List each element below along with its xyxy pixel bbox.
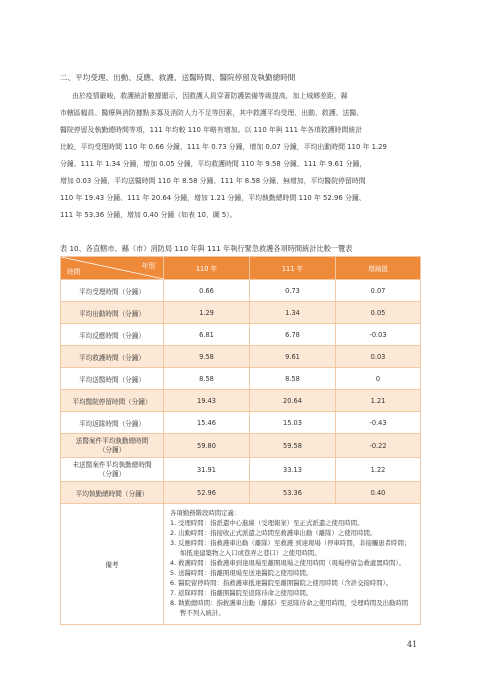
value-diff: 1.22: [336, 458, 421, 482]
body-paragraph: [60, 88, 420, 224]
value-111: 33.13: [250, 458, 336, 482]
value-diff: -0.43: [336, 412, 421, 434]
value-diff: 1.21: [336, 390, 421, 412]
value-110: 31.91: [164, 458, 250, 482]
header-110: 110 年: [164, 257, 250, 280]
row-label-line: （分鐘）: [98, 469, 126, 478]
value-110: 0.66: [164, 280, 250, 302]
section-title: 二、平均受理、出動、反應、救護、送醫時間、醫院停留及執勤總時間: [60, 73, 296, 82]
note-item: 4. 救護時間：指救護車到達現場至離開現場之使用時間（現場停留急救處置時間）。: [170, 559, 405, 567]
value-110: 19.43: [164, 390, 250, 412]
note-item: 6. 醫院留停時間：指救護車抵達醫院至離開醫院之使用時間（含診交接時間）。: [170, 579, 393, 587]
table-row: [61, 346, 421, 368]
row-label: [61, 458, 164, 482]
value-110: 6.81: [164, 324, 250, 346]
notes-label: 備考: [61, 504, 164, 625]
header-111: 111 年: [250, 257, 336, 280]
table-row: [61, 280, 421, 302]
notes-row: [61, 504, 421, 625]
value-111: 1.34: [250, 302, 336, 324]
note-item: 2. 出動時間：指接收正式派遣之時間至救護車出動（離隊）之使用時間。: [170, 529, 377, 537]
value-diff: 0.03: [336, 346, 421, 368]
row-label: 平均執勤總時間（分鐘）: [61, 482, 164, 504]
value-110: 8.58: [164, 368, 250, 390]
notes-title: 各項勤務階段時間定義：: [170, 509, 241, 517]
paragraph-line: 比較，平均受理時間 110 年 0.66 分鐘、111 年 0.73 分鐘，增加 0.07 分鐘，平均出動時間 110 年 1.29: [60, 143, 387, 151]
table-row: [61, 482, 421, 504]
row-label: 平均反應時間（分鐘）: [61, 324, 164, 346]
value-111: 59.58: [250, 434, 336, 458]
row-label: 平均救護時間（分鐘）: [61, 346, 164, 368]
header-time-label: 時間: [67, 268, 81, 276]
value-diff: 0: [336, 368, 421, 390]
value-111: 53.36: [250, 482, 336, 504]
table-row: [61, 368, 421, 390]
paragraph-line: 增加 0.03 分鐘，平均送醫時間 110 年 8.58 分鐘、111 年 8.58 分鐘，無增加，平均醫院停留時間: [60, 177, 366, 185]
value-110: 9.58: [164, 346, 250, 368]
table-row: [61, 302, 421, 324]
note-item: 1. 受理時間：指派遣中心進線（受理報案）至正式派遣之使用時間。: [170, 519, 364, 527]
row-label: 平均返隊時間（分鐘）: [61, 412, 164, 434]
page-number: 41: [407, 640, 418, 649]
row-label-line: 未送醫案件平均執勤總時間: [72, 460, 152, 469]
value-111: 6.78: [250, 324, 336, 346]
paragraph-line: 市轄區幅員、醫療與消防據點多寡及消防人力不足等因素，其中救護平均受理、出動、救護、送醫、: [60, 109, 364, 117]
value-110: 1.29: [164, 302, 250, 324]
paragraph-line: 110 年 19.43 分鐘、111 年 20.64 分鐘，增加 1.21 分鐘，平均執勤總時間 110 年 52.96 分鐘、: [60, 194, 366, 202]
value-111: 0.73: [250, 280, 336, 302]
table-row: [61, 412, 421, 434]
value-111: 20.64: [250, 390, 336, 412]
table-row: [61, 324, 421, 346]
row-label: 平均受理時間（分鐘）: [61, 280, 164, 302]
paragraph-line: 醫院停留及執勤總時間等項，111 年均較 110 年略有增加。以 110 年與 111 年各項救護時間統計: [60, 126, 363, 134]
header-diff: 增減值: [336, 257, 421, 280]
row-label: [61, 434, 164, 458]
table-row: [61, 458, 421, 482]
paragraph-line: 111 年 53.36 分鐘，增加 0.40 分鐘（如表 10、圖 5）。: [60, 211, 237, 219]
value-111: 15.03: [250, 412, 336, 434]
row-label: 平均送醫時間（分鐘）: [61, 368, 164, 390]
row-label-line: （分鐘）: [98, 445, 126, 454]
note-item: 7. 返隊時間：指離開醫院至返隊待命之使用時間。: [170, 589, 313, 597]
table-header-row: [61, 257, 421, 280]
value-diff: 0.05: [336, 302, 421, 324]
row-label: 平均醫院停留時間（分鐘）: [61, 390, 164, 412]
value-diff: 0.07: [336, 280, 421, 302]
notes-cell: [164, 504, 421, 625]
value-diff: 0.40: [336, 482, 421, 504]
value-111: 9.61: [250, 346, 336, 368]
table-caption: 表 10、各直轄市、縣（市）消防局 110 年與 111 年執行緊急救護各項時間統計比較一覽表: [60, 244, 353, 253]
row-label-line: 送醫案件平均執勤總時間: [75, 436, 149, 445]
row-label: 平均出動時間（分鐘）: [61, 302, 164, 324]
value-diff: -0.03: [336, 324, 421, 346]
note-item: 5. 送醫時間：指離開現場至送達醫院之使用時間。: [170, 569, 313, 577]
table-row: [61, 434, 421, 458]
paragraph-line: 由於疫情嚴峻，救護統計數據顯示，因救護人員穿著防護裝備等級提高，加上城鄉差距，縣: [72, 92, 348, 100]
value-110: 15.46: [164, 412, 250, 434]
note-item: 8. 執勤總時間：指救護車出動（離隊）至返隊待命之使用時間，受理時間及出動時間暫不列入統計。: [170, 599, 409, 617]
value-111: 8.58: [250, 368, 336, 390]
header-year-label: 年別: [141, 262, 155, 270]
value-diff: -0.22: [336, 434, 421, 458]
value-110: 52.96: [164, 482, 250, 504]
paragraph-line: 分鐘、111 年 1.34 分鐘，增加 0.05 分鐘，平均救護時間 110 年 9.58 分鐘、111 年 9.61 分鐘，: [60, 160, 367, 168]
note-item: 3. 反應時間：指救護車出動（離隊）至救護 到達現場（停車時間，非接觸患者時間；如抵達建築物之入口或巷弄之巷口）之使用時間。: [170, 539, 411, 557]
statistics-table: [60, 256, 421, 625]
table-row: [61, 390, 421, 412]
diagonal-header-cell: [61, 257, 164, 280]
value-110: 59.80: [164, 434, 250, 458]
